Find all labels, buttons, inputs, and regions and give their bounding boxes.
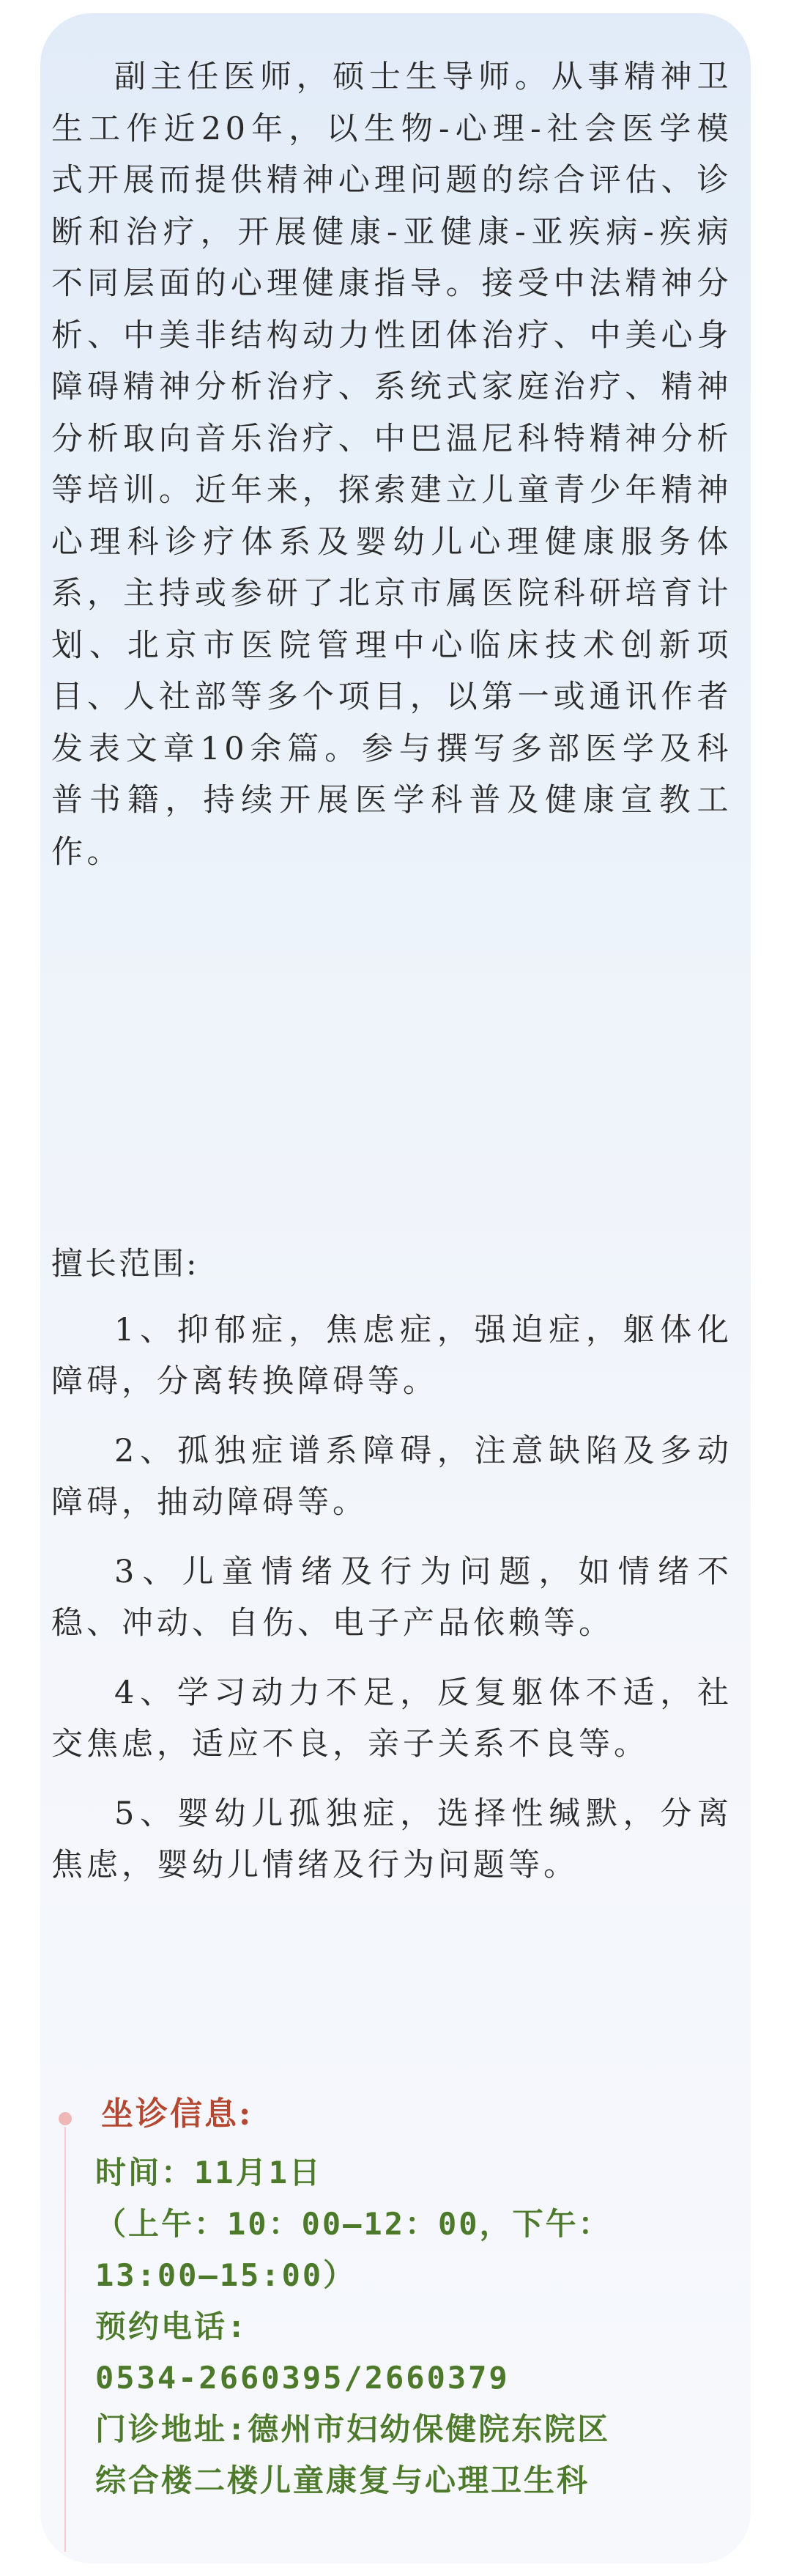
clinic-address: 门诊地址:德州市妇幼保健院东院区 xyxy=(95,2411,611,2447)
timeline-line xyxy=(64,2127,66,2552)
specialty-item-3: 3、儿童情绪及行为问题，如情绪不稳、冲动、自伤、电子产品依赖等。 xyxy=(51,1554,732,1642)
specialty-list xyxy=(51,1304,732,1909)
clinic-hours-afternoon: 13:00—15:00） xyxy=(95,2257,357,2293)
specialty-item-5: 5、婴幼儿孤独症，选择性缄默，分离焦虑，婴幼儿情绪及行为问题等。 xyxy=(51,1796,732,1883)
specialty-item-4: 4、学习动力不足，反复躯体不适，社交焦虑，适应不良，亲子关系不良等。 xyxy=(51,1675,732,1763)
clinic-phone-label: 预约电话: xyxy=(95,2309,248,2344)
doctor-bio: 副主任医师，硕士生导师。从事精神卫生工作近20年，以生物-心理-社会医学模式开展而提供精神心理问题的综合评估、诊断和治疗，开展健康-亚健康-亚疾病-疾病不同层面的心理健康指导。接受中法精神分析、中美非结构动力性团体治疗、中美心身障碍精神分析治疗、系统式家庭治疗、精神分析取向音乐治疗、中巴温尼科特精神分析等培训。近年来，探索建立儿童青少年精神心理科诊疗体系及婴幼儿心理健康服务体系，主持或参研了北京市属医院科研培育计划、北京市医院管理中心临床技术创新项目、人社部等多个项目，以第一或通讯作者发表文章10余篇。参与撰写多部医学及科普书籍，持续开展医学科普及健康宣教工作。 xyxy=(51,59,732,871)
clinic-hours: （上午：10：00—12：00，下午： xyxy=(95,2206,612,2242)
timeline-dot-icon xyxy=(59,2112,72,2125)
clinic-department: 综合楼二楼儿童康复与心理卫生科 xyxy=(95,2462,590,2498)
specialty-item-2: 2、孤独症谱系障碍，注意缺陷及多动障碍，抽动障碍等。 xyxy=(51,1433,732,1521)
clinic-phone-number[interactable]: 0534-2660395/2660379 xyxy=(95,2360,510,2396)
specialty-item-1: 1、抑郁症，焦虑症，强迫症，躯体化障碍，分离转换障碍等。 xyxy=(51,1312,732,1400)
clinic-time: 时间：11月1日 xyxy=(95,2155,322,2191)
clinic-title: 坐诊信息: xyxy=(101,2095,253,2133)
specialty-title: 擅长范围: xyxy=(51,1246,199,1283)
clinic-details xyxy=(95,2147,740,2506)
